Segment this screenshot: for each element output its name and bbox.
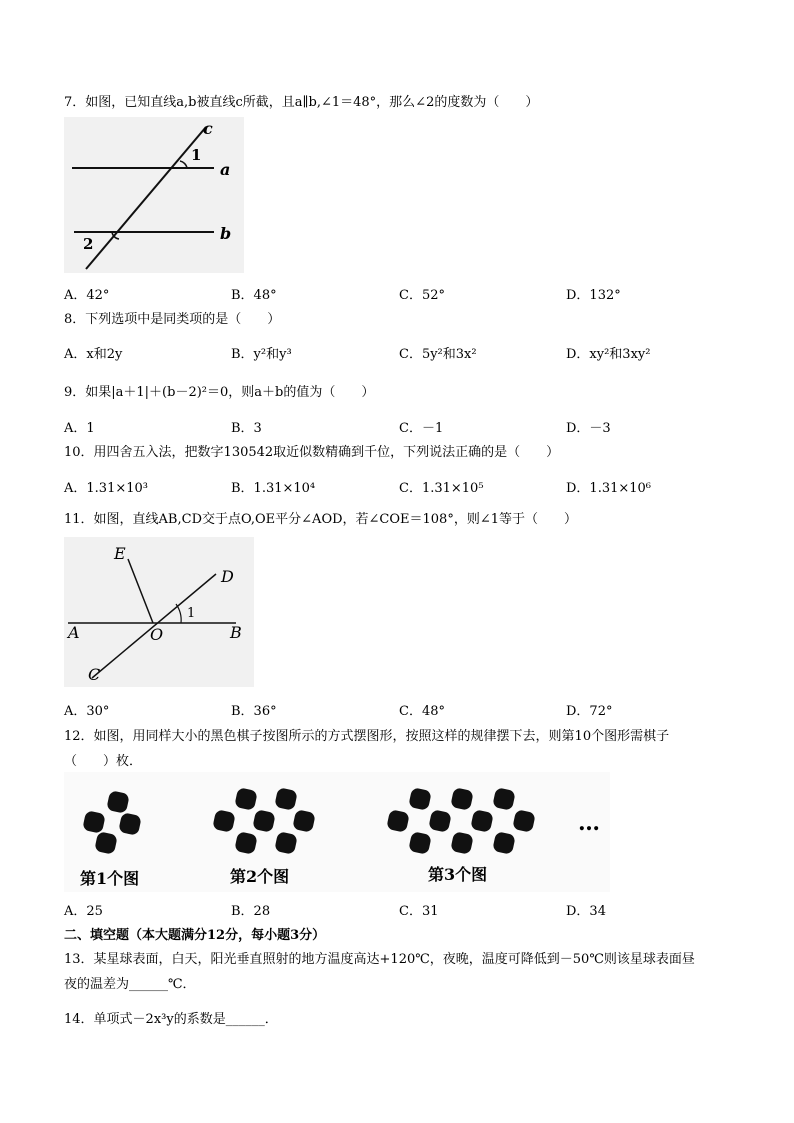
q12-figure (64, 772, 610, 892)
q11-option-b[interactable]: B．36° (231, 704, 277, 719)
q12-label-1: 第1个图 (80, 869, 140, 888)
q7-diagram (64, 117, 244, 273)
stone (106, 790, 130, 814)
q12-pattern-2 (212, 787, 316, 855)
q12-ellipsis: … (578, 810, 600, 836)
stone (492, 831, 516, 855)
q10-option-c[interactable]: C．1.31×10⁵ (399, 481, 484, 496)
q10-stem: 10．用四舍五入法，把数字130542取近似数精确到千位，下列说法正确的是（ ） (64, 445, 560, 460)
q7-option-a[interactable]: A．42° (64, 288, 110, 303)
stone (450, 787, 474, 811)
q12-option-b[interactable]: B．28 (231, 904, 271, 919)
q11-label-O: O (150, 625, 164, 644)
q9-option-b[interactable]: B．3 (231, 421, 262, 436)
q9-option-a[interactable]: A．1 (64, 421, 95, 436)
q7-label-2: 2 (83, 235, 94, 253)
q13-line1: 13．某星球表面，白天，阳光垂直照射的地方温度高达+120℃，夜晚，温度可降低到－50℃则该星球表面昼 (64, 952, 695, 967)
stone (450, 831, 474, 855)
stone (234, 831, 258, 855)
q11-label-1: 1 (187, 606, 196, 621)
q7-label-b: b (220, 224, 232, 243)
stone (512, 809, 536, 833)
q12-stem-line2: （ ）枚． (64, 754, 143, 769)
q11-option-a[interactable]: A．30° (64, 704, 110, 719)
q11-label-C: C (88, 665, 101, 684)
stone (212, 809, 236, 833)
q8-option-a[interactable]: A．x和2y (64, 347, 123, 362)
q7-label-a: a (220, 160, 231, 179)
q11-figure (64, 537, 254, 687)
stone (292, 809, 316, 833)
section2-title: 二、填空题（本大题满分12分，每小题3分） (64, 928, 326, 943)
q10-option-b[interactable]: B．1.31×10⁴ (231, 481, 316, 496)
stone (470, 809, 494, 833)
q7-label-c: c (203, 119, 213, 138)
q12-diagram (64, 772, 610, 892)
q9-option-c[interactable]: C．－1 (399, 421, 444, 436)
q12-stem-line1: 12．如图，用同样大小的黑色棋子按图所示的方式摆图形，按照这样的规律摆下去，则第10个图形需棋子 (64, 729, 670, 744)
stone (118, 812, 142, 836)
q10-option-a[interactable]: A．1.31×10³ (64, 481, 148, 496)
q8-option-b[interactable]: B．y²和y³ (231, 347, 292, 362)
q7-stem: 7．如图，已知直线a,b被直线c所截，且a∥b,∠1＝48°，那么∠2的度数为（ ） (64, 95, 539, 110)
q9-stem: 9．如果|a＋1|＋(b－2)²＝0，则a＋b的值为（ ） (64, 385, 375, 400)
q8-stem: 8．下列选项中是同类项的是（ ） (64, 312, 281, 327)
q7-option-c[interactable]: C．52° (399, 288, 445, 303)
q8-option-c[interactable]: C．5y²和3x² (399, 347, 477, 362)
q9-option-d[interactable]: D．－3 (566, 421, 611, 436)
q12-option-c[interactable]: C．31 (399, 904, 439, 919)
q7-label-1: 1 (191, 146, 202, 164)
q7-option-b[interactable]: B．48° (231, 288, 277, 303)
q12-option-d[interactable]: D．34 (566, 904, 606, 919)
q12-pattern-1 (82, 790, 142, 855)
stone (274, 831, 298, 855)
q11-label-D: D (221, 567, 234, 586)
q7-figure (64, 117, 244, 273)
q13-line2: 夜的温差为______℃． (64, 977, 196, 992)
q12-option-a[interactable]: A．25 (64, 904, 103, 919)
q7-option-d[interactable]: D．132° (566, 288, 621, 303)
q14-text: 14．单项式－2x³y的系数是______． (64, 1012, 278, 1027)
stone (408, 831, 432, 855)
q12-label-3: 第3个图 (428, 865, 488, 884)
stone (428, 809, 452, 833)
stone (94, 831, 118, 855)
stone (82, 810, 106, 834)
stone (408, 787, 432, 811)
q10-option-d[interactable]: D．1.31×10⁶ (566, 481, 652, 496)
q11-option-d[interactable]: D．72° (566, 704, 613, 719)
stone (492, 787, 516, 811)
q11-label-A: A (68, 623, 80, 642)
stone (252, 809, 276, 833)
q12-pattern-3 (386, 787, 536, 855)
stone (386, 809, 410, 833)
stone (274, 787, 298, 811)
q11-diagram (64, 537, 254, 687)
q12-label-2: 第2个图 (230, 867, 290, 886)
q11-stem: 11．如图，直线AB,CD交于点O,OE平分∠AOD，若∠COE＝108°，则∠1等于（ ） (64, 512, 577, 527)
q11-option-c[interactable]: C．48° (399, 704, 445, 719)
stone (234, 787, 258, 811)
q11-label-B: B (230, 623, 242, 642)
q11-label-E: E (114, 544, 126, 563)
q8-option-d[interactable]: D．xy²和3xy² (566, 347, 651, 362)
